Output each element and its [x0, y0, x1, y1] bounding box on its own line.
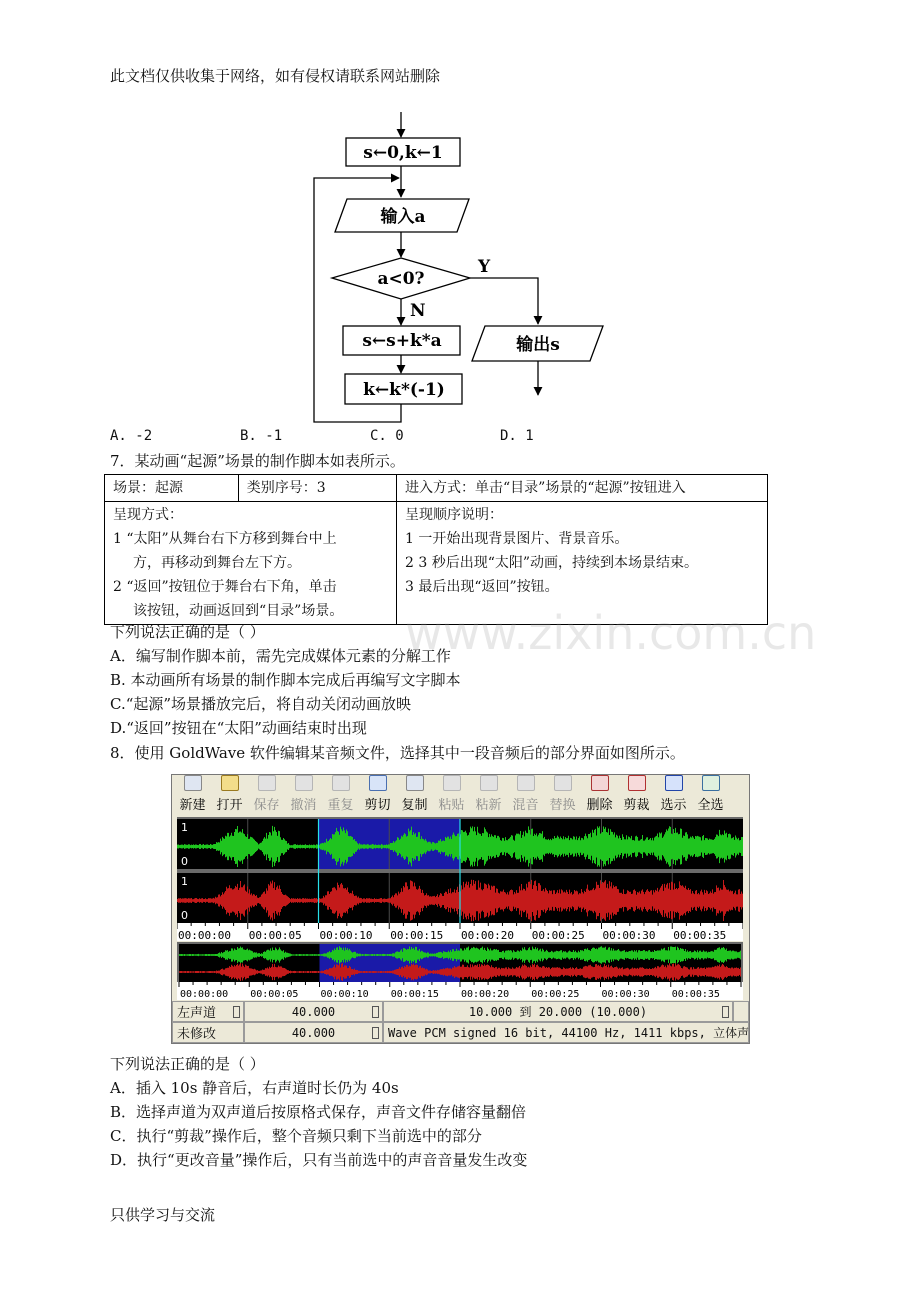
select-all-button[interactable]	[692, 775, 729, 815]
delete-label: 删除	[586, 798, 613, 813]
scale-top-label: 1	[181, 875, 188, 888]
modified-label: 未修改	[177, 1027, 217, 1042]
copy-label: 复制	[401, 798, 428, 813]
separator-icon	[233, 1006, 240, 1018]
q7-option-a: A．编写制作脚本前，需先完成媒体元素的分解工作	[110, 647, 451, 665]
presentation-line: 该按钮，动画返回到“目录”场景。	[133, 603, 344, 619]
undo-button[interactable]	[285, 775, 322, 815]
undo-label: 撤消	[290, 798, 317, 813]
length-cell	[244, 1001, 383, 1022]
overview-tick-label: 00:00:20	[461, 989, 510, 1000]
q7-option-b: B. 本动画所有场景的制作脚本完成后再编写文字脚本	[110, 671, 461, 689]
presentation-line: 1 “太阳”从舞台右下方移到舞台中上	[113, 531, 337, 547]
q6-option-c: C. 0	[370, 428, 404, 444]
paste-new-button[interactable]	[470, 775, 507, 815]
save-button[interactable]	[248, 775, 285, 815]
order-title: 呈现顺序说明：	[405, 507, 503, 523]
length-value: 40.000	[291, 1004, 336, 1019]
presentation-line: 方，再移动到舞台左下方。	[133, 555, 301, 571]
output-text: 输出s	[516, 335, 560, 355]
separator-icon	[372, 1006, 379, 1018]
category-cell: 类别序号：3	[238, 475, 396, 502]
footer-note: 只供学习与交流	[110, 1206, 216, 1224]
delete-button[interactable]	[581, 775, 618, 815]
open-button[interactable]	[211, 775, 248, 815]
separator-icon	[722, 1006, 729, 1018]
overview-tick-label: 00:00:35	[671, 989, 720, 1000]
waveform-overview[interactable]	[177, 942, 743, 1000]
channel-label: 左声道	[177, 1006, 217, 1021]
undo-icon	[295, 775, 313, 791]
paste-icon	[443, 775, 461, 791]
q7-stem: 7．某动画“起源”场景的制作脚本如表所示。	[110, 452, 405, 470]
replace-icon	[554, 775, 572, 791]
mix-label: 混音	[512, 798, 539, 813]
separator-icon	[372, 1027, 379, 1039]
select-view-button[interactable]	[655, 775, 692, 815]
flowchart	[300, 110, 620, 430]
presentation-cell	[105, 502, 397, 625]
time-tick-label: 00:00:00	[178, 929, 231, 941]
q8-option-b: B．选择声道为双声道后按原格式保存，声音文件存储容量翻倍	[110, 1103, 527, 1121]
waveform-main[interactable]	[177, 817, 743, 941]
q6-option-a: A. -2	[110, 428, 153, 444]
modified-cell	[172, 1022, 244, 1043]
select-all-label: 全选	[697, 798, 724, 813]
overview-tick-label: 00:00:25	[531, 989, 580, 1000]
q8-option-d: D．执行“更改音量”操作后，只有当前选中的声音音量发生改变	[110, 1151, 528, 1169]
time-tick-label: 00:00:20	[461, 929, 514, 941]
select-view-label: 选示	[660, 798, 687, 813]
redo-icon	[332, 775, 350, 791]
redo-button[interactable]	[322, 775, 359, 815]
select-view-icon	[665, 775, 683, 791]
mix-button[interactable]	[507, 775, 544, 815]
channel-cell[interactable]	[172, 1001, 244, 1022]
paste-label: 粘贴	[438, 798, 465, 813]
init-text: s←0,k←1	[363, 143, 443, 163]
q6-option-b: B. -1	[240, 428, 283, 444]
replace-label: 替换	[549, 798, 576, 813]
trim-button[interactable]	[618, 775, 655, 815]
paste-new-label: 粘新	[475, 798, 502, 813]
new-icon	[184, 775, 202, 791]
cut-icon	[369, 775, 387, 791]
selection-value: 10.000 到 20.000 (10.000)	[468, 1005, 648, 1019]
step1-text: s←s+k*a	[362, 331, 442, 351]
entry-cell: 进入方式：单击“目录”场景的“起源”按钮进入	[397, 475, 768, 502]
q7-option-c: C.“起源”场景播放完后，将自动关闭动画放映	[110, 695, 412, 713]
mix-icon	[517, 775, 535, 791]
order-line: 2 3 秒后出现“太阳”动画，持续到本场景结束。	[405, 555, 699, 571]
overview-tick-label: 00:00:10	[320, 989, 369, 1000]
presentation-title: 呈现方式：	[113, 507, 183, 523]
length2-cell	[244, 1022, 383, 1043]
time-tick-label: 00:00:05	[248, 929, 302, 941]
condition-text: a<0?	[377, 269, 425, 289]
scene-cell: 场景：起源	[105, 475, 239, 502]
watermark: www.zixin.com.cn	[405, 606, 817, 660]
time-tick-label: 00:00:25	[531, 929, 585, 941]
q8-option-a: A．插入 10s 静音后，右声道时长仍为 40s	[110, 1079, 399, 1097]
open-label: 打开	[216, 798, 243, 813]
q8-question: 下列说法正确的是（ ）	[110, 1055, 265, 1073]
new-label: 新建	[179, 798, 206, 813]
redo-label: 重复	[327, 798, 354, 813]
selection-cell	[383, 1001, 733, 1022]
status-bar	[172, 1001, 749, 1043]
scale-zero-label: 0	[181, 909, 188, 922]
order-line: 1 一开始出现背景图片、背景音乐。	[405, 531, 629, 547]
length2-value: 40.000	[291, 1025, 336, 1040]
trim-icon	[628, 775, 646, 791]
q7-question: 下列说法正确的是（ ）	[110, 623, 265, 641]
step2-text: k←k*(-1)	[363, 380, 445, 400]
goldwave-window	[171, 774, 750, 1044]
trim-label: 剪裁	[623, 798, 650, 813]
time-tick-label: 00:00:15	[390, 929, 444, 941]
overview-tick-label: 00:00:30	[601, 989, 650, 1000]
paste-new-icon	[480, 775, 498, 791]
input-text: 输入a	[380, 207, 426, 227]
status-edge	[733, 1001, 749, 1022]
select-all-icon	[702, 775, 720, 791]
new-button[interactable]	[174, 775, 211, 815]
yes-label: Y	[478, 257, 491, 277]
q7-option-d: D.“返回”按钮在“太阳”动画结束时出现	[110, 719, 367, 737]
q6-option-d: D. 1	[500, 428, 534, 444]
no-label: N	[410, 301, 426, 321]
script-table	[104, 474, 768, 625]
goldwave-toolbar	[172, 775, 749, 815]
open-icon	[221, 775, 239, 791]
overview-tick-label: 00:00:15	[390, 989, 439, 1000]
save-label: 保存	[253, 798, 280, 813]
time-tick-label: 00:00:35	[673, 929, 727, 941]
paste-button[interactable]	[433, 775, 470, 815]
time-tick-label: 00:00:10	[319, 929, 373, 941]
time-tick-label: 00:00:30	[602, 929, 656, 941]
cut-label: 剪切	[364, 798, 391, 813]
scale-top-label: 1	[181, 821, 188, 834]
q8-option-c: C．执行“剪裁”操作后，整个音频只剩下当前选中的部分	[110, 1127, 482, 1145]
copy-icon	[406, 775, 424, 791]
format-value: Wave PCM signed 16 bit, 44100 Hz, 1411 kbps, 立体声	[388, 1026, 750, 1040]
presentation-line: 2 “返回”按钮位于舞台右下角，单击	[113, 579, 337, 595]
q8-stem: 8．使用 GoldWave 软件编辑某音频文件，选择其中一段音频后的部分界面如图所示。	[110, 744, 685, 762]
replace-button[interactable]	[544, 775, 581, 815]
overview-tick-label: 00:00:00	[180, 989, 229, 1000]
header-note: 此文档仅供收集于网络，如有侵权请联系网站删除	[110, 67, 441, 85]
save-icon	[258, 775, 276, 791]
copy-button[interactable]	[396, 775, 433, 815]
scale-zero-label: 0	[181, 855, 188, 868]
order-line: 3 最后出现“返回”按钮。	[405, 579, 559, 595]
format-cell	[383, 1022, 749, 1043]
delete-icon	[591, 775, 609, 791]
overview-tick-label: 00:00:05	[250, 989, 299, 1000]
cut-button[interactable]	[359, 775, 396, 815]
